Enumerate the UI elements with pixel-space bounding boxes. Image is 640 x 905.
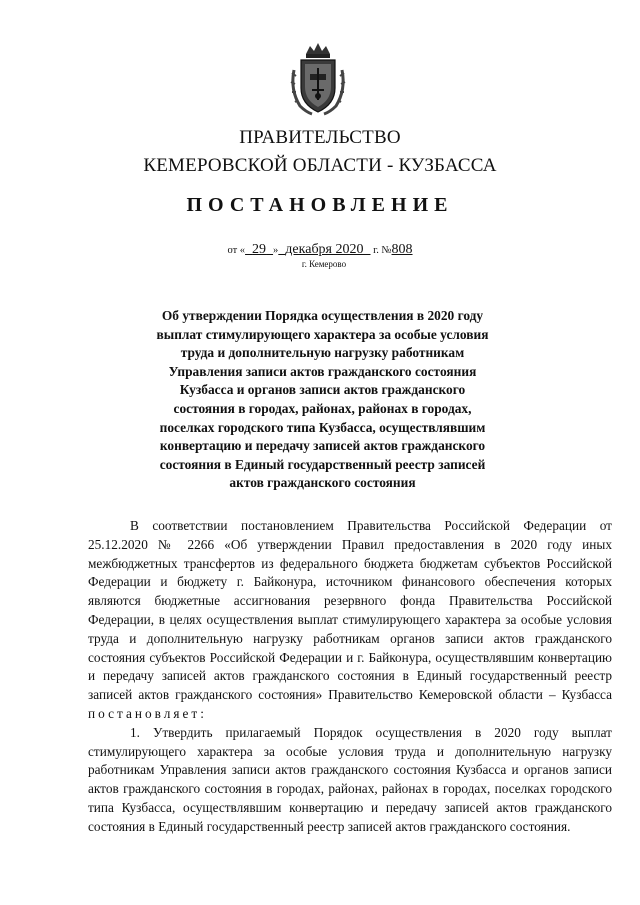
coat-of-arms-icon	[288, 40, 348, 118]
body-paragraph-1: В соответствии постановлением Правительства Российской Федерации от 25.12.2020 № 2266 «Об утверждении Правил предоставления в 2020 году иных межбюджетных трансфертов из федерального бюджета бюджетам субъектов Российской Федерации и бюджету г. Байконура, источником финансового обеспечения которых являются бюджетные ассигнования резервного фонда Правительства Российской Федерации, в целях осуществления выплат стимулирующего характера за особые условия труда и дополнительную нагрузку работникам органов записи актов гражданского состояния субъектов Российской Федерации и г. Байконура, осуществлявшим конвертацию и передачу записей актов гражданского состояния в Единый государственный реестр записей актов гражданского состояния» Правительство Кемеровской области – Кузбасса постановляет:	[88, 518, 612, 721]
number-label: №	[381, 245, 392, 256]
city-name: г. Кемерово	[301, 259, 347, 269]
date-prefix: от «	[227, 245, 246, 256]
date-mid: »	[273, 245, 279, 256]
year-suffix: г.	[373, 245, 379, 256]
document-type-heading: ПОСТАНОВЛЕНИЕ	[186, 194, 454, 216]
date-day: 29	[252, 242, 267, 257]
organization-name-line2: КЕМЕРОВСКОЙ ОБЛАСТИ - КУЗБАССА	[143, 155, 497, 176]
body-paragraph-2: 1. Утвердить прилагаемый Порядок осуществления в 2020 году выплат стимулирующего характера за особые условия труда и дополнительную нагрузку работникам Управления записи актов гражданского состояния Кузбасса и органов записи актов гражданского состояния в городах, районах, районах в городах, поселках городского типа Кузбасса, осуществлявшим конвертацию и передачу записей актов гражданского состояния в Единый государственный реестр записей актов гражданского состояния.	[88, 724, 612, 834]
document-body	[88, 517, 612, 837]
document-number: 808	[391, 242, 413, 257]
decree-word: постановляет:	[88, 705, 207, 721]
date-number-line	[0, 242, 640, 258]
organization-name-line1: ПРАВИТЕЛЬСТВО	[239, 127, 401, 148]
document-title: Об утверждении Порядка осуществления в 2020 году выплат стимулирующего характера за особые условия труда и дополнительную нагрузку работникам Управления записи актов гражданского состояния Кузбасса и органов записи актов гражданского состояния в городах, районах, районах в городах, поселках городского типа Кузбасса, осуществлявшим конвертацию и передачу записей актов гражданского состояния в Единый государственный реестр записей актов гражданского состояния	[156, 308, 489, 491]
date-month-year: декабря 2020	[285, 242, 364, 257]
